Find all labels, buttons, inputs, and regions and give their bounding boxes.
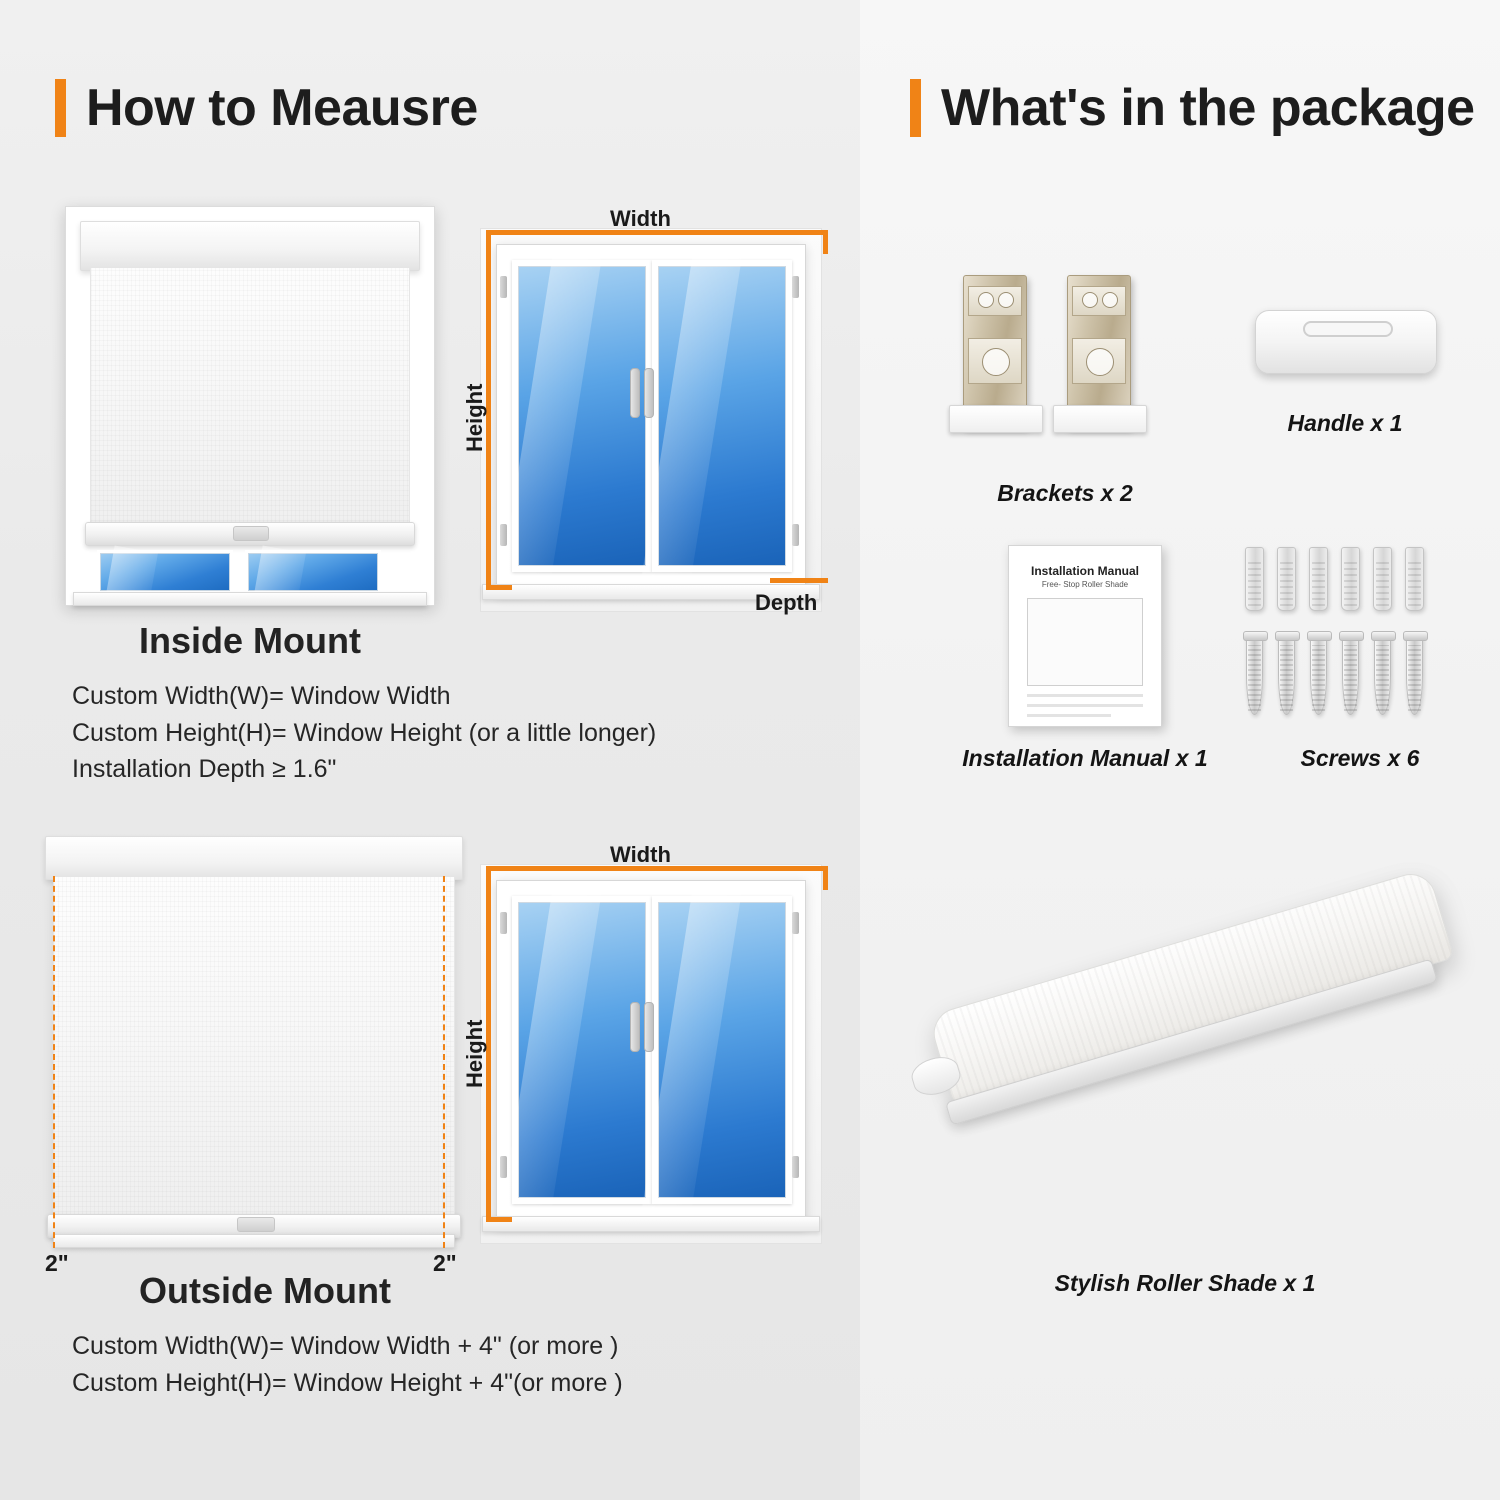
- installation-manual: [1008, 545, 1162, 727]
- screws-caption: Screws x 6: [1300, 745, 1420, 771]
- diagram-sash-right: [652, 260, 792, 572]
- bracket-left-hole-top2: [998, 292, 1014, 308]
- outside-window-handle-right: [644, 1002, 654, 1052]
- handle-caption: Handle x 1: [1287, 410, 1403, 436]
- screw-3: [1310, 635, 1327, 715]
- accent-bar-icon-right: [910, 79, 921, 137]
- screw-2: [1278, 635, 1295, 715]
- wall-anchor-6: [1405, 547, 1424, 611]
- bracket-left-foot: [949, 405, 1043, 433]
- manual-rule-3: [1027, 714, 1111, 717]
- roller-shade-caption: Stylish Roller Shade x 1: [1054, 1270, 1316, 1296]
- height-label: Height: [462, 383, 487, 452]
- handle-piece: [1255, 310, 1437, 374]
- height-marker-cap-bottom: [486, 585, 512, 590]
- inside-mount-description: [72, 678, 812, 788]
- outside-window-sill: [53, 1234, 455, 1248]
- screw-5: [1374, 635, 1391, 715]
- outside-height-label: Height: [462, 1019, 487, 1088]
- inside-line-1: Custom Width(W)= Window Width: [72, 682, 451, 710]
- screw-4: [1342, 635, 1359, 715]
- window-glass-right: [245, 550, 381, 594]
- bracket-right-foot: [1053, 405, 1147, 433]
- roller-shade-item: [890, 880, 1480, 1320]
- depth-marker-line: [770, 578, 828, 583]
- window-handle-right: [644, 368, 654, 418]
- screw-head-4: [1339, 631, 1364, 641]
- wall-anchor-4: [1341, 547, 1360, 611]
- screw-1: [1246, 635, 1263, 715]
- overhang-left-label: 2": [45, 1250, 69, 1276]
- outside-width-cap-right: [823, 866, 828, 890]
- overhang-right-label: 2": [433, 1250, 457, 1276]
- screws-item: [1235, 535, 1485, 795]
- hinge-bottom-right: [792, 524, 799, 546]
- manual-rule-1: [1027, 694, 1143, 697]
- window-handle-left: [630, 368, 640, 418]
- outside-mount-title: Outside Mount: [139, 1270, 391, 1311]
- outside-mount-description: [72, 1328, 832, 1401]
- outside-hinge-bottom-left: [500, 1156, 507, 1178]
- brackets-item: [935, 265, 1195, 525]
- manual-title: Installation Manual: [1030, 564, 1139, 578]
- overhang-dash-left: [53, 876, 55, 1248]
- overhang-dash-right: [443, 876, 445, 1248]
- bracket-right-hole-top2: [1102, 292, 1118, 308]
- outside-diagram-window-sill: [482, 1216, 820, 1232]
- window-glass-left: [97, 550, 233, 594]
- package-heading: [910, 78, 1475, 138]
- handle-item: [1220, 300, 1470, 500]
- inside-mount-measure-diagram: [462, 206, 830, 616]
- wall-anchor-2: [1277, 547, 1296, 611]
- bracket-left-hole-top: [978, 292, 994, 308]
- accent-bar-icon: [55, 79, 66, 137]
- screw-head-5: [1371, 631, 1396, 641]
- inside-mount-shade-illustration: [65, 206, 435, 606]
- wall-anchor-5: [1373, 547, 1392, 611]
- screw-head-2: [1275, 631, 1300, 641]
- outside-mount-shade-illustration: [45, 836, 465, 1276]
- manual-caption: Installation Manual x 1: [962, 745, 1208, 771]
- inside-mount-title: Inside Mount: [139, 620, 361, 661]
- package-title: What's in the package: [941, 79, 1475, 137]
- outside-hinge-top-right: [792, 912, 799, 934]
- bracket-left-hole-mid: [982, 348, 1010, 376]
- width-marker-cap-right: [823, 230, 828, 254]
- how-to-measure-heading: [55, 78, 478, 138]
- wall-anchor-1: [1245, 547, 1264, 611]
- outside-hinge-bottom-right: [792, 1156, 799, 1178]
- brackets-caption: Brackets x 2: [997, 480, 1133, 506]
- screw-head-1: [1243, 631, 1268, 641]
- outside-mount-measure-diagram: [462, 842, 830, 1252]
- screw-6: [1406, 635, 1423, 715]
- depth-label: Depth: [755, 590, 818, 615]
- how-to-measure-title: How to Meausre: [86, 79, 478, 137]
- outside-shade-valance: [45, 836, 463, 880]
- inside-line-2: Custom Height(H)= Window Height (or a little longer): [72, 718, 657, 747]
- manual-rule-2: [1027, 704, 1143, 707]
- hinge-bottom-left: [500, 524, 507, 546]
- shade-valance: [80, 221, 420, 271]
- hinge-top-left: [500, 276, 507, 298]
- inside-line-3: Installation Depth ≥ 1.6": [72, 755, 337, 783]
- bracket-right-hole-mid: [1086, 348, 1114, 376]
- outside-shade-fabric: [53, 877, 455, 1217]
- outside-height-cap-bottom: [486, 1217, 512, 1222]
- bracket-right-hole-top: [1082, 292, 1098, 308]
- outside-line-1: Custom Width(W)= Window Width + 4" (or more ): [72, 1332, 619, 1360]
- manual-figure-box: [1027, 598, 1143, 686]
- outside-diagram-sash-right: [652, 896, 792, 1204]
- screw-head-6: [1403, 631, 1428, 641]
- hinge-top-right: [792, 276, 799, 298]
- manual-subtitle: Free- Stop Roller Shade: [1041, 580, 1129, 589]
- window-sill: [73, 592, 427, 606]
- manual-item: [940, 535, 1230, 795]
- outside-line-2: Custom Height(H)= Window Height + 4"(or more ): [72, 1368, 623, 1397]
- outside-window-handle-left: [630, 1002, 640, 1052]
- shade-fabric: [90, 268, 410, 526]
- outside-width-label: Width: [610, 842, 671, 867]
- shade-rail-handle: [233, 526, 269, 541]
- outside-shade-rail-handle: [237, 1217, 275, 1232]
- package-contents-panel: [860, 0, 1500, 1500]
- wall-anchor-3: [1309, 547, 1328, 611]
- width-label: Width: [610, 206, 671, 231]
- outside-hinge-top-left: [500, 912, 507, 934]
- screw-head-3: [1307, 631, 1332, 641]
